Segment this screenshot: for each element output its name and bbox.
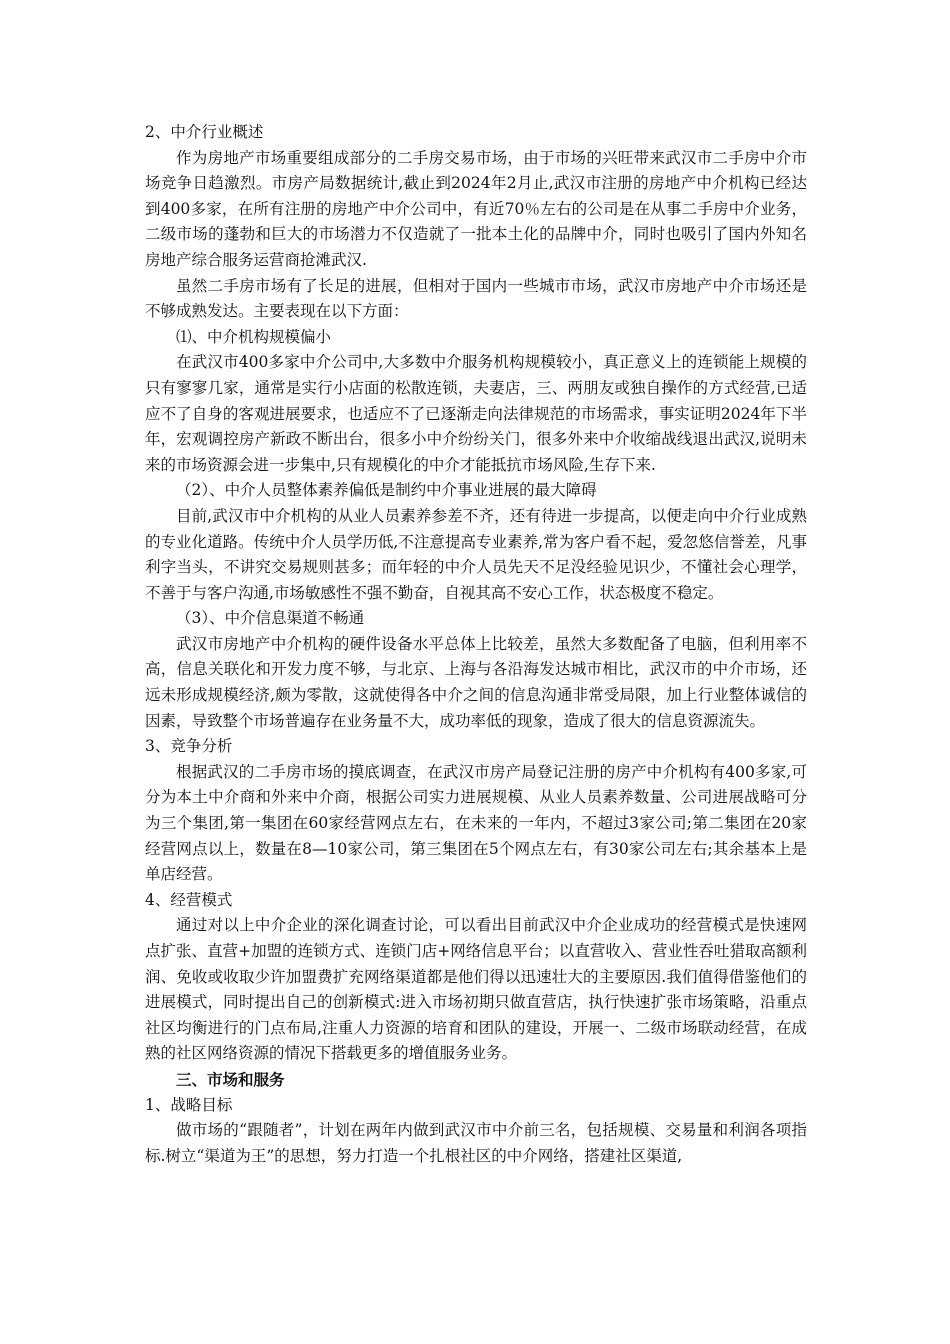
paragraph-overview: 作为房地产市场重要组成部分的二手房交易市场，由于市场的兴旺带来武汉市二手房中介市场竞争日趋激烈。市房产局数据统计,截止到2024年2月止,武汉市注册的房地产中介机构已经达到400多家，在所有注册的房地产中介公司中，有近70％左右的公司是在从事二手房中介业务，二级市场的蓬勃和巨大的市场潜力不仅造就了一批本土化的品牌中介，同时也吸引了国内外知名房地产综合服务运营商抢滩武汉. xyxy=(145,148,807,269)
paragraph-market-status: 虽然二手房市场有了长足的进展，但相对于国内一些城市市场，武汉市房地产中介市场还是不够成熟发达。主要表现在以下方面： xyxy=(145,276,807,321)
paragraph-scale: 在武汉市400多家中介公司中,大多数中介服务机构规模较小，真正意义上的连锁能上规模的只有寥寥几家，通常是实行小店面的松散连锁，夫妻店，三、两朋友或独自操作的方式经营,已适应不了自身的客观进展要求，也适应不了已逐渐走向法律规范的市场需求，事实证明2024年下半年，宏观调控房产新政不断出台，很多小中介纷纷关门，很多外来中介收缩战线退出武汉,说明未来的市场资源会进一步集中,只有规模化的中介才能抵抗市场风险,生存下来. xyxy=(145,353,807,474)
subheading-3: （3）、中介信息渠道不畅通 xyxy=(176,609,365,628)
paragraph-competition: 根据武汉的二手房市场的摸底调查，在武汉市房产局登记注册的房产中介机构有400多家,可分为本土中介商和外来中介商，根据公司实力进展规模、从业人员素养数量、公司进展战略可分为三个集团,第一集团在60家经营网点左右，在未来的一年内，不超过3家公司;第二集团在20家经营网点以上，数量在8—10家公司，第三集团在5个网点左右，有30家公司左右;其余基本上是单店经营。 xyxy=(145,762,807,884)
paragraph-staff: 目前,武汉市中介机构的从业人员素养参差不齐，还有待进一步提高，以便走向中介行业成熟的专业化道路。传统中介人员学历低,不注意提高专业素养,常为客户看不起，爱忽悠信誉差，凡事利字当头，不讲究交易规则甚多；而年轻的中介人员先天不足没经验见识少，不懂社会心理学，不善于与客户沟通,市场敏感性不强不勤奋，自视其高不安心工作，状态极度不稳定。 xyxy=(145,506,807,602)
subheading-2: （2）、中介人员整体素养偏低是制约中介事业进展的最大障碍 xyxy=(176,481,597,500)
document-page xyxy=(145,120,807,1169)
paragraph-strategy: 做市场的“跟随者”，计划在两年内做到武汉市中介前三名，包括规模、交易量和利润各项指标.树立“渠道为王”的思想，努力打造一个扎根社区的中介网络，搭建社区渠道, xyxy=(145,1121,807,1165)
paragraph-business-model: 通过对以上中介企业的深化调查讨论，可以看出目前武汉中介企业成功的经营模式是快速网点扩张、直营+加盟的连锁方式、连锁门店+网络信息平台；以直营收入、营业性吞吐猎取高额利润、免收或收取少许加盟费扩充网络渠道都是他们得以迅速壮大的主要原因.我们值得借鉴他们的进展模式，同时提出自己的创新模式:进入市场初期只做直营店，执行快速扩张市场策略，沿重点社区均衡进行的门点布局,注重人力资源的培育和团队的建设，开展一、二级市场联动经营，在成熟的社区网络资源的情况下搭载更多的增值服务业务。 xyxy=(145,916,807,1063)
section-heading-2: 2、中介行业概述 xyxy=(145,123,264,141)
section-heading-strategy: 1、战略目标 xyxy=(145,1095,233,1114)
paragraph-info-channel: 武汉市房地产中介机构的硬件设备水平总体上比较差，虽然大多数配备了电脑，但利用率不高，信息关联化和开发力度不够，与北京、上海与各沿海发达城市相比，武汉市的中介市场，还远未形成规模经济,颇为零散，这就使得各中介之间的信息沟通非常受局限，加上行业整体诚信的因素，导致整个市场普遍存在业务量不大，成功率低的现象，造成了很大的信息资源流失。 xyxy=(145,634,807,730)
chapter-heading-market-service: 三、市场和服务 xyxy=(176,1069,285,1089)
section-heading-4: 4、经营模式 xyxy=(145,890,233,909)
subheading-1: ⑴、中介机构规模偏小 xyxy=(176,327,332,346)
section-heading-3: 3、竞争分析 xyxy=(145,737,233,756)
